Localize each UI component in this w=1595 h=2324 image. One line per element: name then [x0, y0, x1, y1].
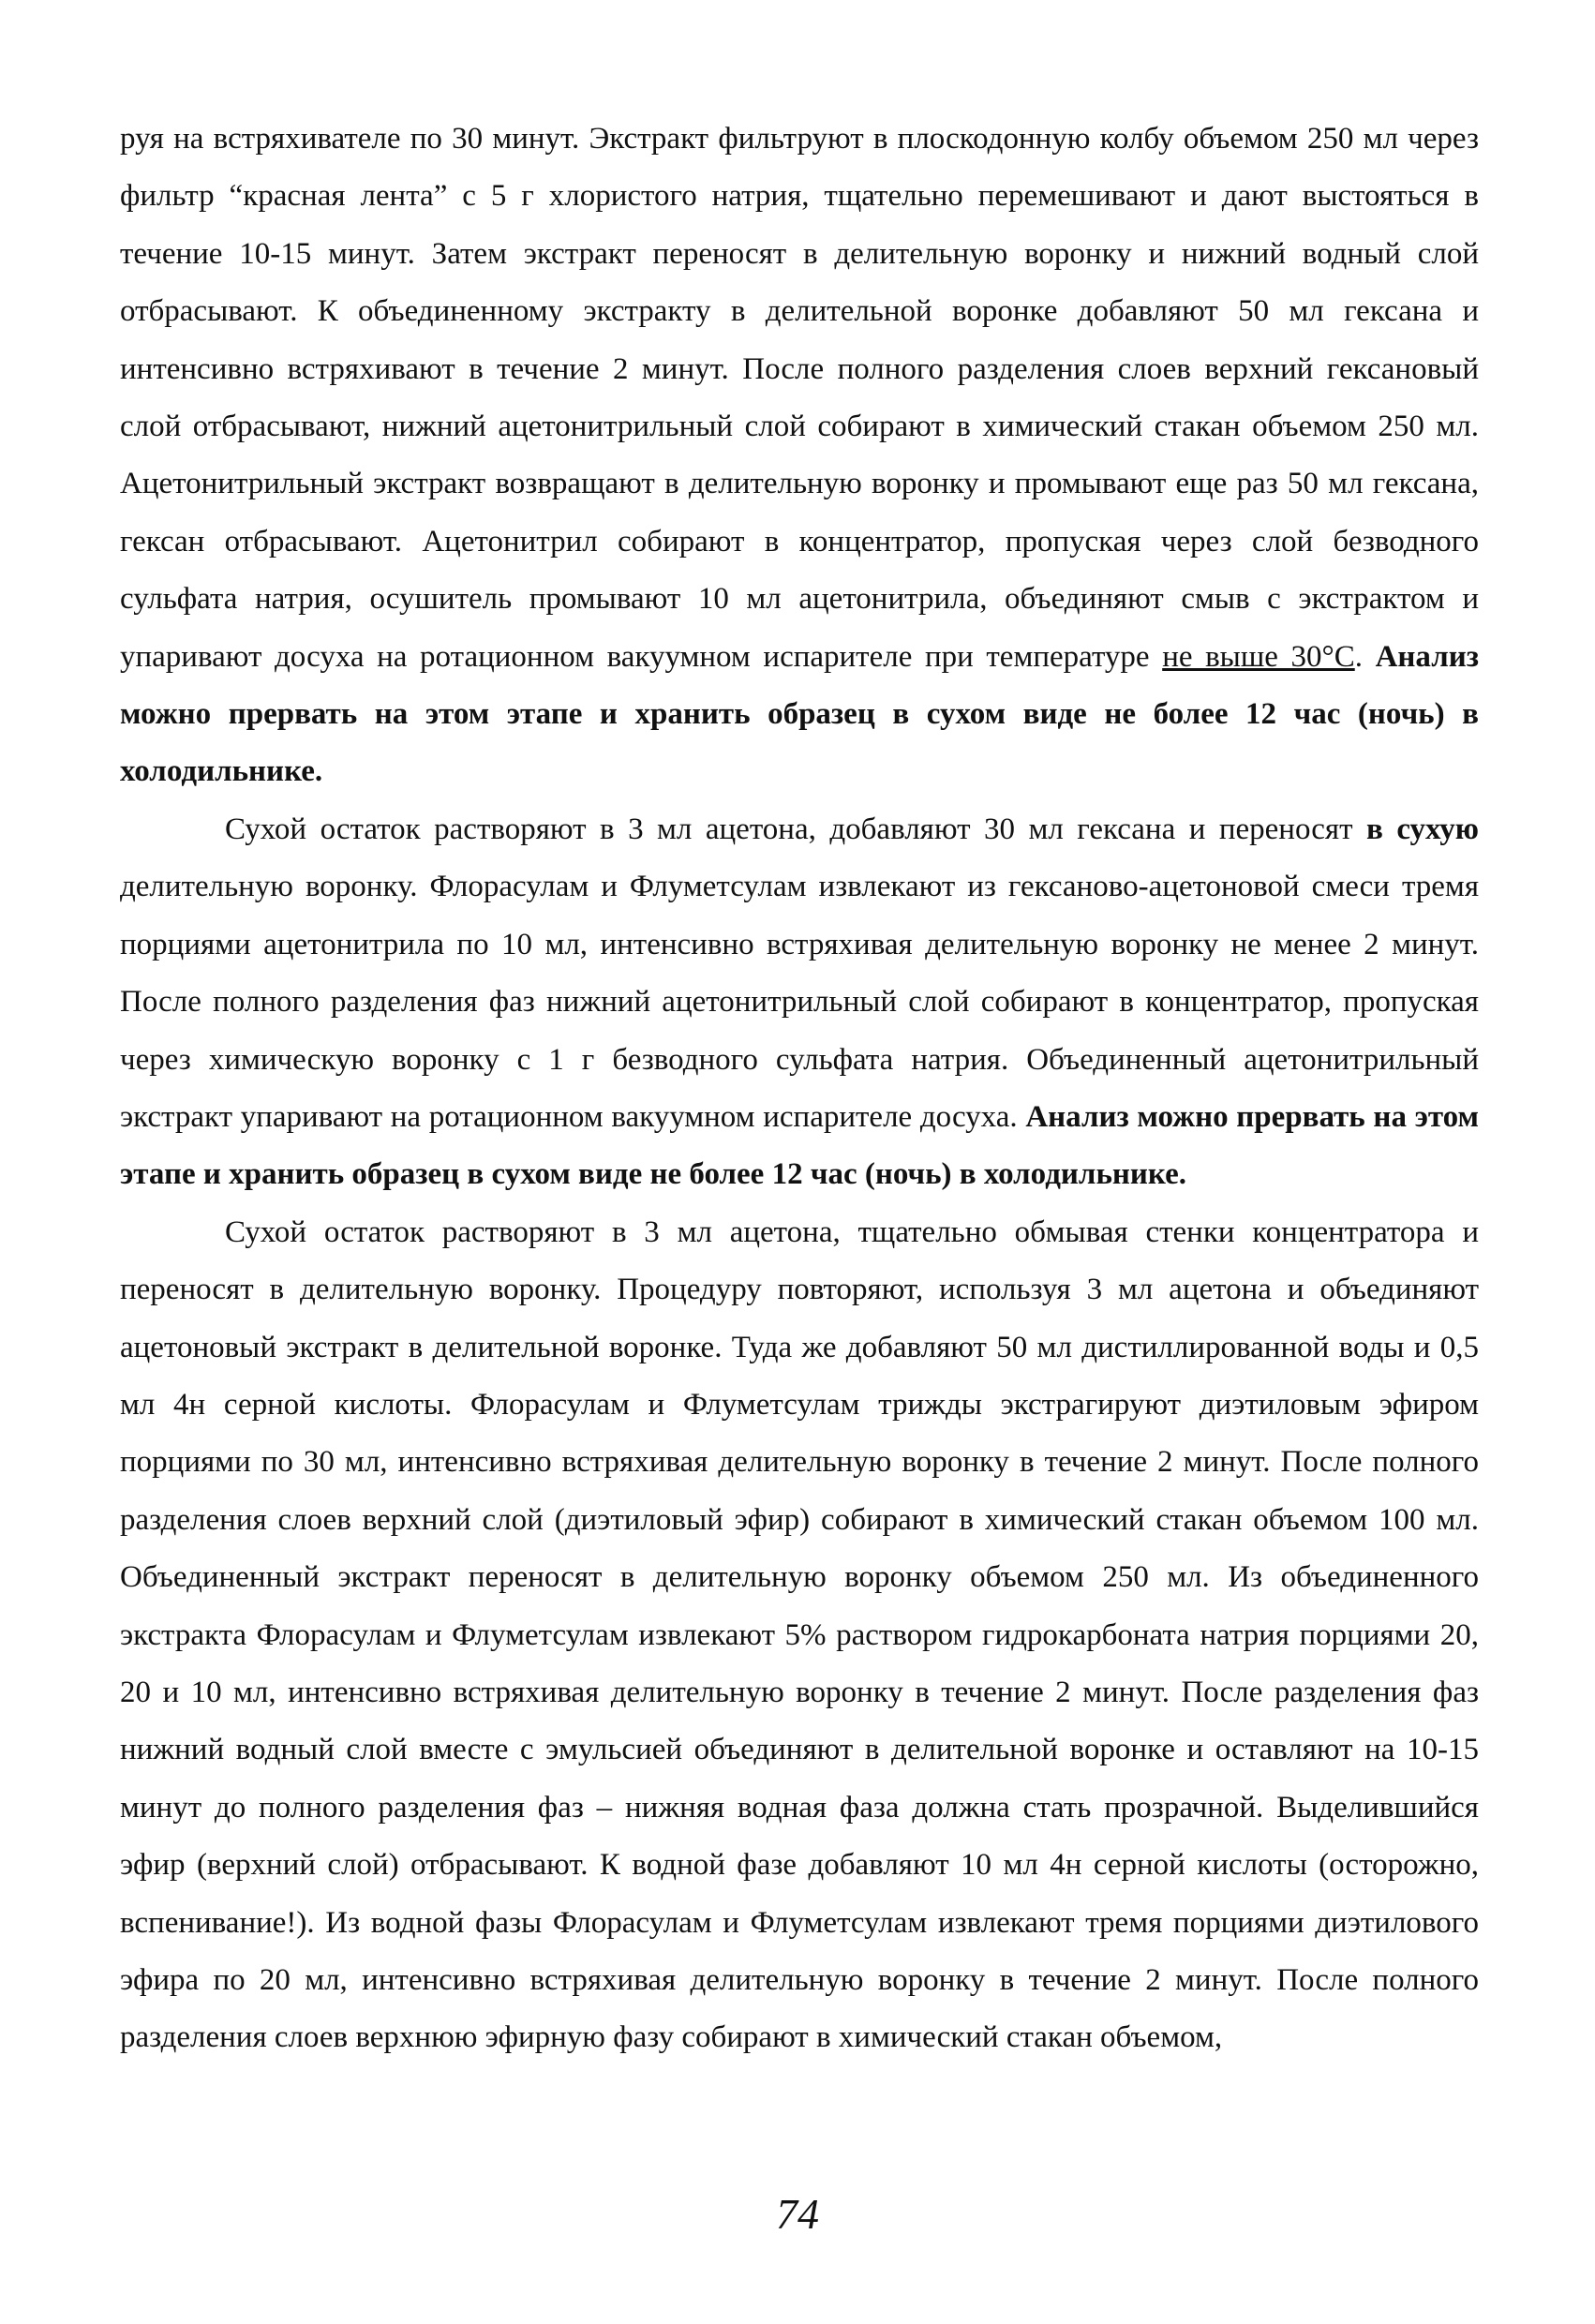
dry-funnel-emphasis: в сухую [1366, 812, 1479, 846]
body-text [120, 111, 1479, 2067]
temperature-limit-underlined: не выше 30°С [1162, 639, 1355, 674]
pause-note-2: Анализ можно прервать на этом этапе и хранить образец в сухом виде не более 12 час (ночь) в холодильнике. [120, 1099, 1479, 1192]
paragraph-3 [120, 1204, 1479, 2067]
paragraph-3-text: Сухой остаток растворяют в 3 мл ацетона, тщательно обмывая стенки концентратора и переносят в делительную воронку. Процедуру повторяют, используя 3 мл ацетона и объединяют ацетоновый экстракт в делительной воронке. Туда же добавляют 50 мл дистиллированной воды и 0,5 мл 4н серной кислоты. Флорасулам и Флуметсулам трижды экстрагируют диэтиловым эфиром порциями по 30 мл, интенсивно встряхивая делительную воронку в течение 2 минут. После полного разделения слоев верхний слой (диэтиловый эфир) собирают в химический стакан объемом 100 мл. Объединенный экстракт переносят в делительную воронку объемом 250 мл. Из объединенного экстракта Флорасулам и Флуметсулам извлекают 5% раствором гидрокарбоната натрия порциями 20, 20 и 10 мл, интенсивно встряхивая делительную воронку в течение 2 минут. После разделения фаз нижний водный слой вместе с эмульсией объединяют в делительной воронке и оставляют на 10-15 минут до полного разделения фаз – нижняя водная фаза должна стать прозрачной. Выделившийся эфир (верхний слой) отбрасывают. К водной фазе добавляют 10 мл 4н серной кислоты (осторожно, вспенивание!). Из водной фазы Флорасулам и Флуметсулам извлекают тремя порциями диэтилового эфира по 20 мл, интенсивно встряхивая делительную воронку в течение 2 минут. После полного разделения слоев верхнюю эфирную фазу собирают в химический стакан объемом, [120, 1214, 1479, 2055]
paragraph-1 [120, 111, 1479, 801]
paragraph-1-separator: . [1354, 639, 1376, 674]
paragraph-2 [120, 801, 1479, 1204]
paragraph-2-text-start: Сухой остаток растворяют в 3 мл ацетона, добавляют 30 мл гексана и переносят [225, 812, 1367, 846]
page-number: 74 [776, 2190, 819, 2238]
pause-note-1: Анализ можно прервать на этом этапе и хранить образец в сухом виде не более 12 час (ночь) в холодильнике. [120, 639, 1480, 789]
paragraph-2-text-body: делительную воронку. Флорасулам и Флуметсулам извлекают из гексаново-ацетоновой смеси тремя порциями ацетонитрила по 10 мл, интенсивно встряхивая делительную воронку не менее 2 минут. После полного разделения фаз нижний ацетонитрильный слой собирают в концентратор, пропуская через химическую воронку с 1 г безводного сульфата натрия. Объединенный ацетонитрильный экстракт упаривают на ротационном вакуумном испарителе досуха. [120, 870, 1479, 1134]
paragraph-1-text: руя на встряхивателе по 30 минут. Экстракт фильтруют в плоскодонную колбу объемом 250 мл через фильтр “красная лента” с 5 г хлористого натрия, тщательно перемешивают и дают выстояться в течение 10-15 минут. Затем экстракт переносят в делительную воронку и нижний водный слой отбрасывают. К объединенному экстракту в делительной воронке добавляют 50 мл гексана и интенсивно встряхивают в течение 2 минут. После полного разделения слоев верхний гексановый слой отбрасывают, нижний ацетонитрильный слой собирают в химический стакан объемом 250 мл. Ацетонитрильный экстракт возвращают в делительную воронку и промывают еще раз 50 мл гексана, гексан отбрасывают. Ацетонитрил собирают в концентратор, пропуская через слой безводного сульфата натрия, осушитель промывают 10 мл ацетонитрила, объединяют смыв с экстрактом и упаривают досуха на ротационном вакуумном испарителе при температуре [120, 122, 1479, 674]
